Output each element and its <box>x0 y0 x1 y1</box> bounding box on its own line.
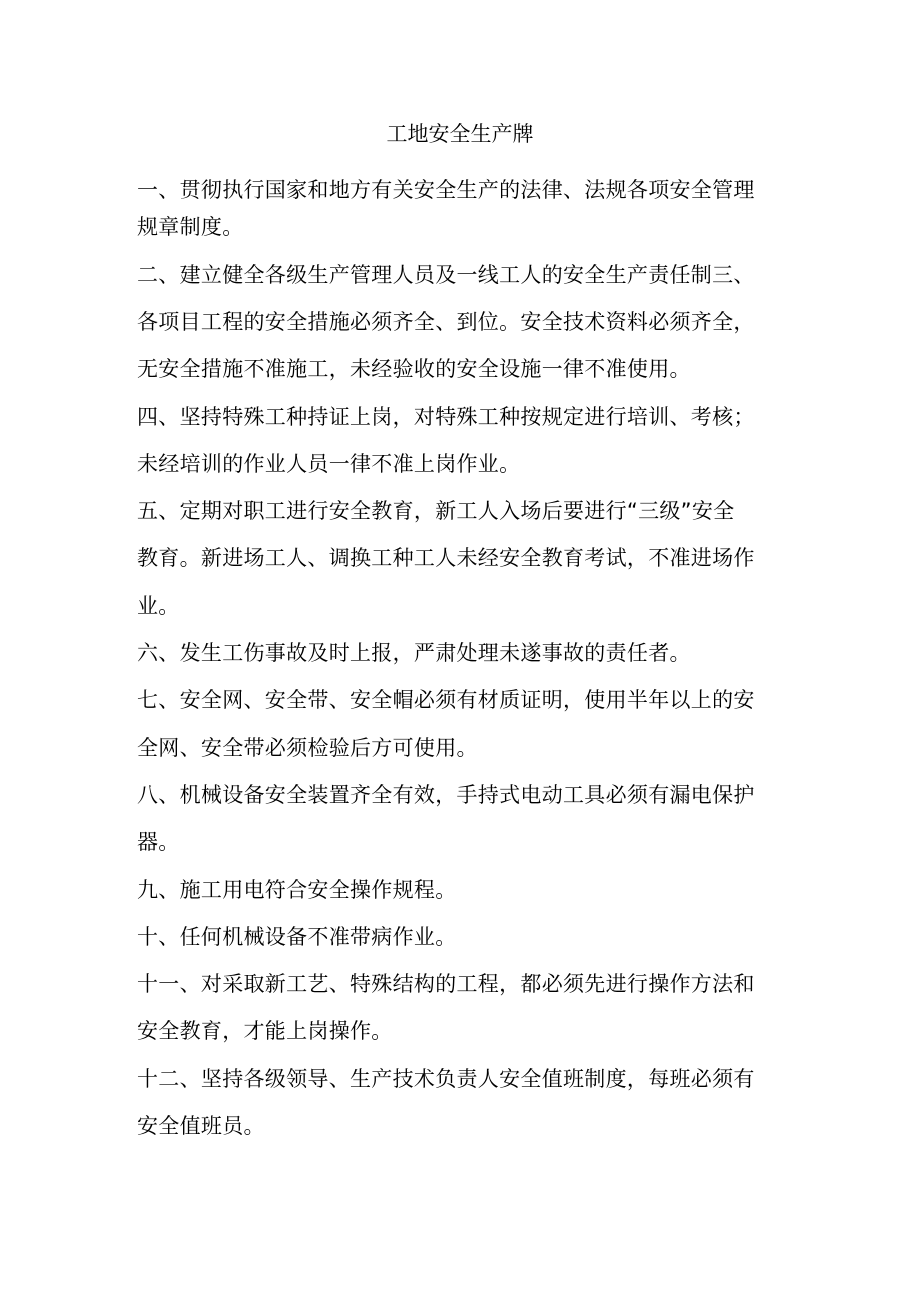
text-line: 全网、安全带必须检验后方可使用。 <box>137 736 478 760</box>
text-line: 各项目工程的安全措施必须齐全、到位。安全技术资料必须齐全， <box>137 310 755 334</box>
text-line: 九、施工用电符合安全操作规程。 <box>137 878 457 902</box>
text-line: 一、贯彻执行国家和地方有关安全生产的法律、法规各项安全管理 <box>137 178 755 202</box>
text-line: 十一、对采取新工艺、特殊结构的工程，都必须先进行操作方法和 <box>137 972 755 996</box>
text-line: 安全教育，才能上岗操作。 <box>137 1019 393 1043</box>
text-line: 安全值班员。 <box>137 1114 265 1138</box>
text-line: 十、任何机械设备不准带病作业。 <box>137 925 457 949</box>
document-title: 工地安全生产牌 <box>386 122 534 146</box>
text-line: 规章制度。 <box>137 215 244 239</box>
text-line: 八、机械设备安全装置齐全有效，手持式电动工具必须有漏电保护 <box>137 783 755 807</box>
text-line: 业。 <box>137 594 180 618</box>
text-line: 五、定期对职工进行安全教育，新工人入场后要进行“三级”安全 <box>137 499 735 523</box>
text-line: 二、建立健全各级生产管理人员及一线工人的安全生产责任制三、 <box>137 263 755 287</box>
text-line: 十二、坚持各级领导、生产技术负责人安全值班制度，每班必须有 <box>137 1067 755 1091</box>
text-line: 未经培训的作业人员一律不准上岗作业。 <box>137 452 521 476</box>
text-line: 四、坚持特殊工种持证上岗，对特殊工种按规定进行培训、考核； <box>137 405 755 429</box>
text-line: 器。 <box>137 830 180 854</box>
text-line: 六、发生工伤事故及时上报，严肃处理未遂事故的责任者。 <box>137 641 691 665</box>
text-line: 无安全措施不准施工，未经验收的安全设施一律不准使用。 <box>137 357 691 381</box>
text-line: 七、安全网、安全带、安全帽必须有材质证明，使用半年以上的安 <box>137 688 755 712</box>
text-line: 教育。新进场工人、调换工种工人未经安全教育考试，不准进场作 <box>137 546 755 570</box>
